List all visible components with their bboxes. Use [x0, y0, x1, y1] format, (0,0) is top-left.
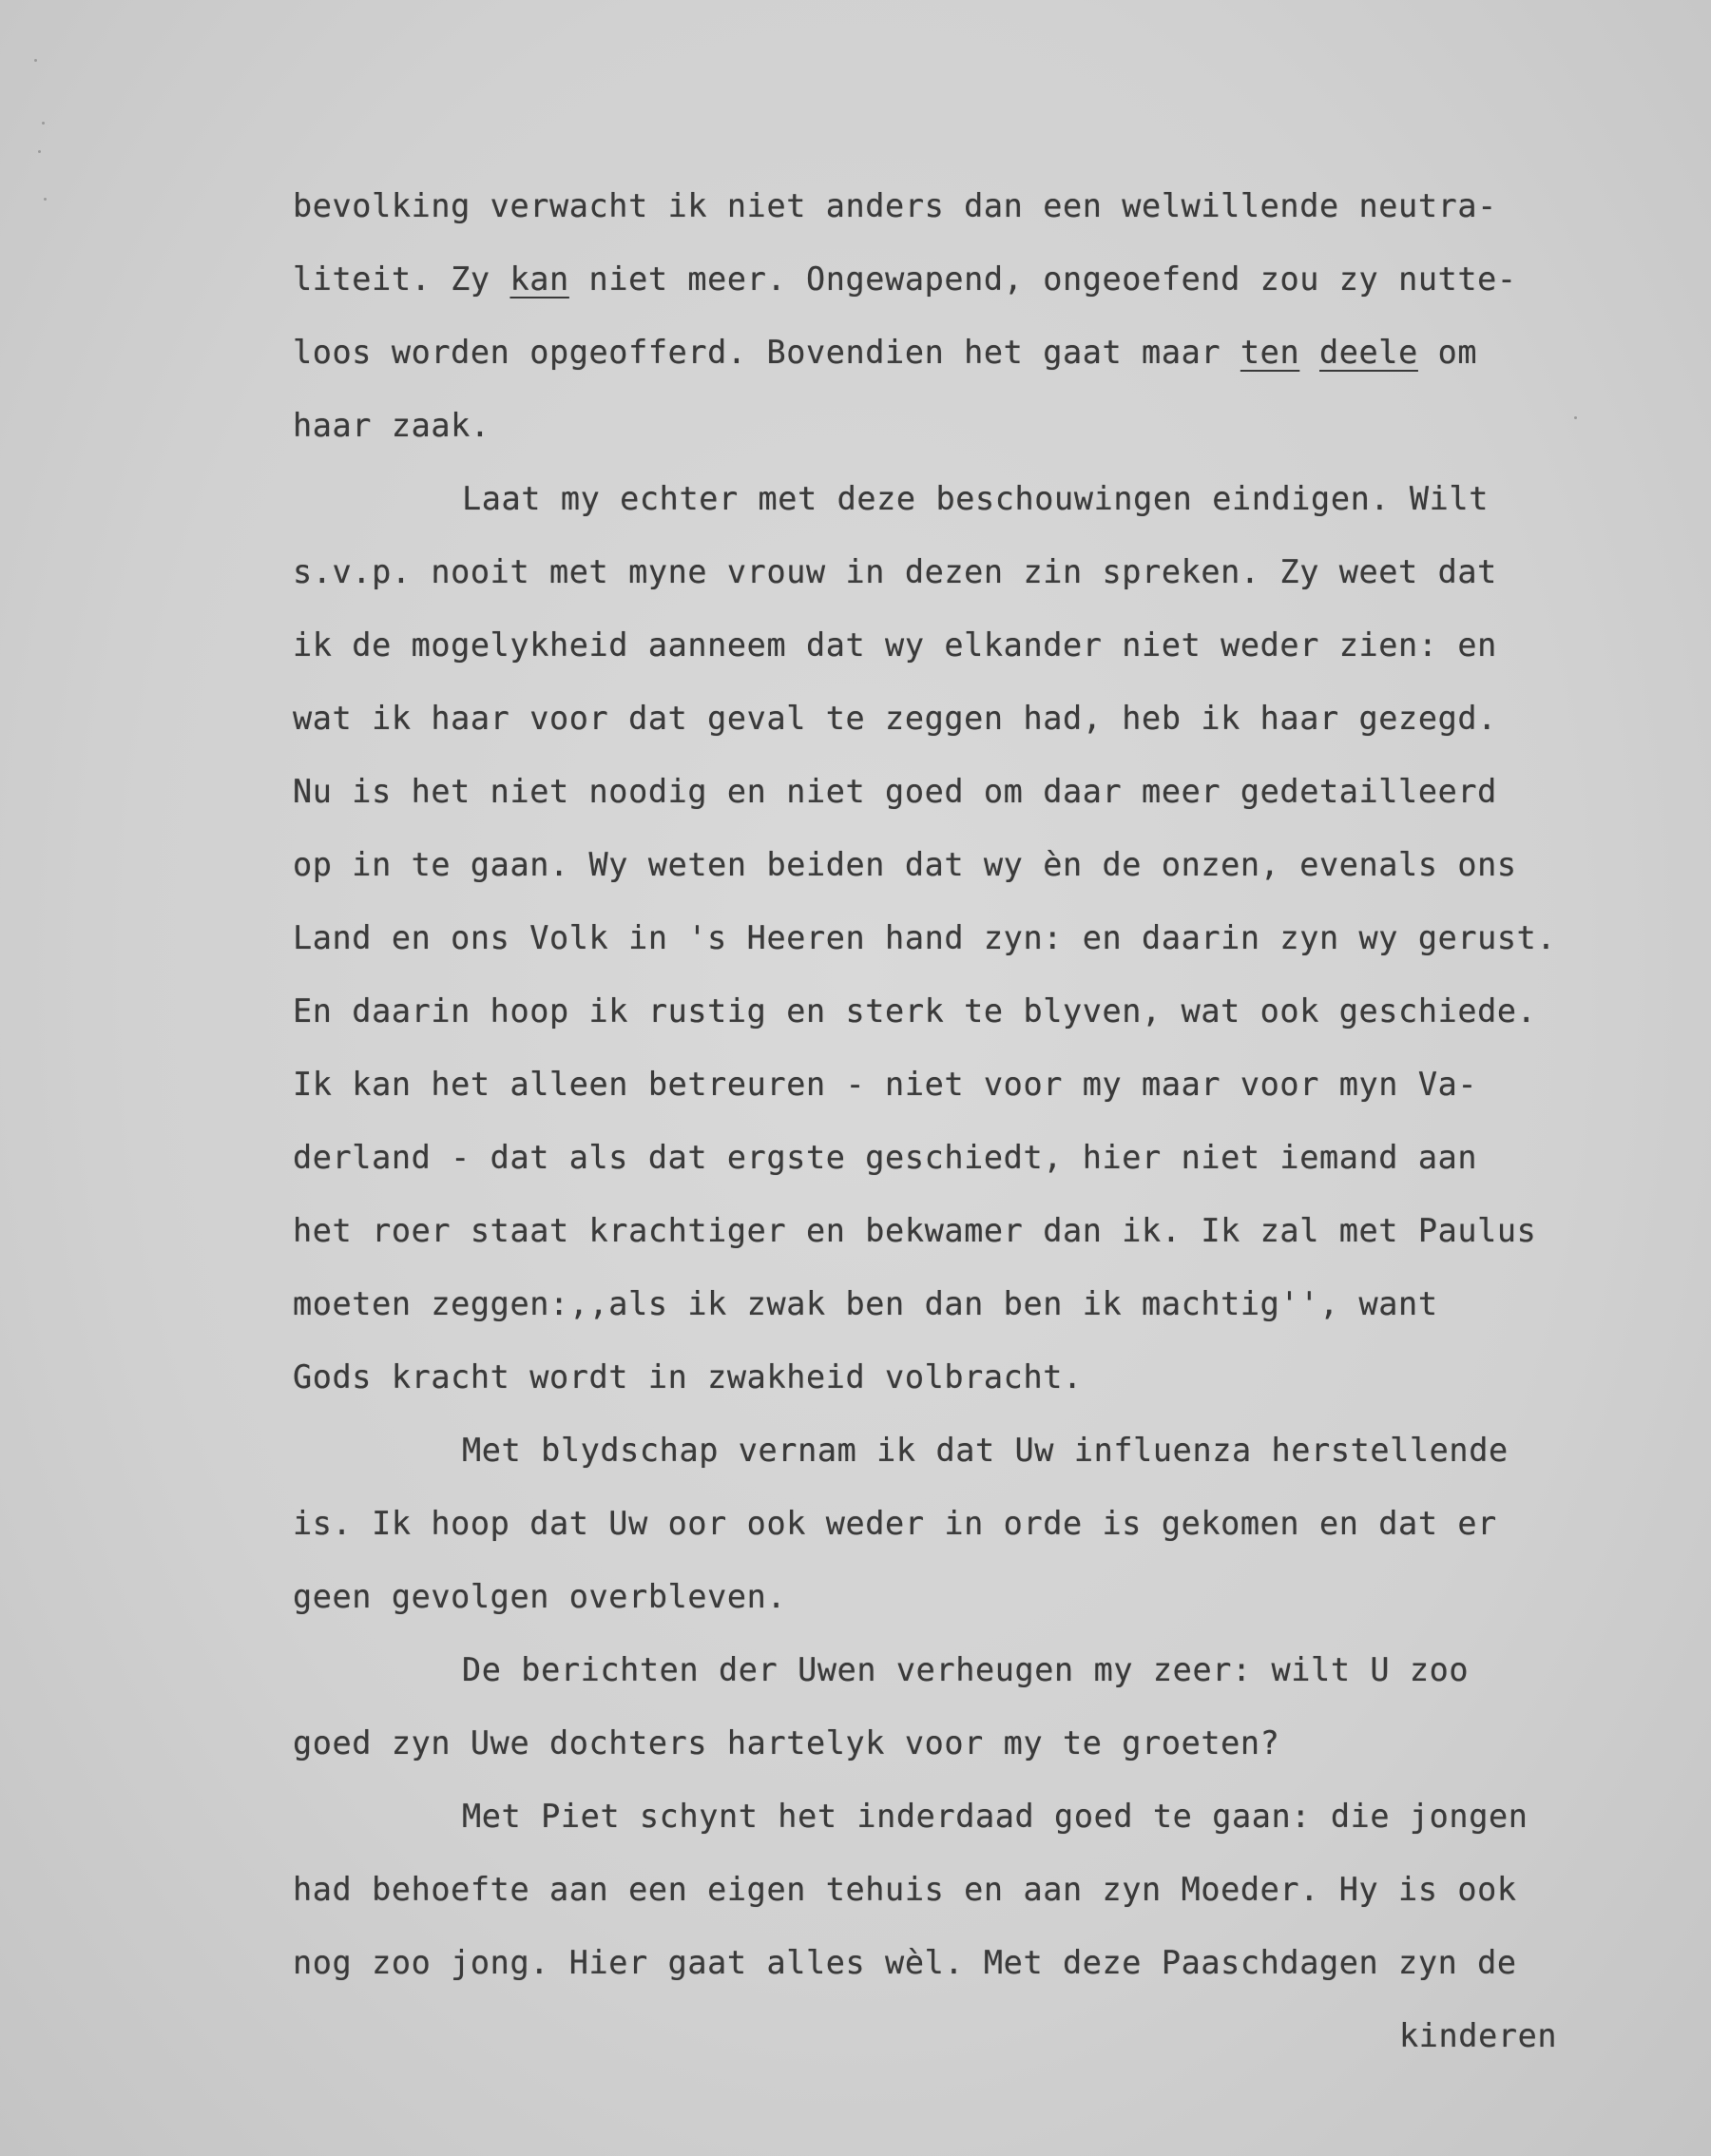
underlined-word: ten — [1240, 334, 1300, 371]
text-line: is. Ik hoop dat Uw oor ook weder in orde is gekomen en dat er — [293, 1505, 1497, 1542]
text-line: moeten zeggen:,,als ik zwak ben dan ben ik machtig'', want — [293, 1285, 1438, 1322]
text-segment: niet meer. Ongewapend, ongeoefend zou zy nutte- — [568, 260, 1517, 298]
margin-speck — [42, 122, 45, 125]
paragraph-start-line: Laat my echter met deze beschouwingen eindigen. Wilt — [462, 480, 1489, 517]
text-line: goed zyn Uwe dochters hartelyk voor my te groeten? — [293, 1724, 1280, 1761]
underlined-word: deele — [1319, 334, 1418, 371]
text-segment: om — [1417, 334, 1478, 371]
text-line: Gods kracht wordt in zwakheid volbracht. — [293, 1358, 1083, 1396]
text-line: haar zaak. — [293, 407, 490, 444]
margin-speck — [38, 150, 41, 153]
underlined-word: kan — [509, 260, 569, 298]
catchword: kinderen — [1399, 2017, 1558, 2054]
text-line: En daarin hoop ik rustig en sterk te blyven, wat ook geschiede. — [293, 992, 1537, 1030]
letter-body — [293, 169, 1681, 1999]
text-line: bevolking verwacht ik niet anders dan een welwillende neutra- — [293, 187, 1497, 224]
paragraph-start-line: Met Piet schynt het inderdaad goed te gaan: die jongen — [462, 1798, 1528, 1835]
text-line: het roer staat krachtiger en bekwamer dan ik. Ik zal met Paulus — [293, 1212, 1537, 1249]
text-line — [293, 316, 1681, 389]
text-segment: liteit. Zy — [293, 260, 510, 298]
text-segment — [1299, 334, 1319, 371]
text-line: Land en ons Volk in 's Heeren hand zyn: en daarin zyn wy gerust. — [293, 919, 1557, 956]
text-line: s.v.p. nooit met myne vrouw in dezen zin spreken. Zy weet dat — [293, 553, 1497, 590]
text-line: op in te gaan. Wy weten beiden dat wy èn de onzen, evenals ons — [293, 846, 1517, 883]
paragraph-start-line: Met blydschap vernam ik dat Uw influenza herstellende — [462, 1432, 1509, 1469]
text-line: derland - dat als dat ergste geschiedt, hier niet iemand aan — [293, 1139, 1478, 1176]
text-line: nog zoo jong. Hier gaat alles wèl. Met deze Paaschdagen zyn de — [293, 1944, 1517, 1981]
text-segment: loos worden opgeofferd. Bovendien het gaat maar — [293, 334, 1240, 371]
text-line: ik de mogelykheid aanneem dat wy elkander niet weder zien: en — [293, 626, 1497, 664]
paragraph-start-line: De berichten der Uwen verheugen my zeer: wilt U zoo — [462, 1651, 1470, 1688]
margin-speck — [34, 59, 37, 62]
text-line: geen gevolgen overbleven. — [293, 1578, 787, 1615]
text-line: Ik kan het alleen betreuren - niet voor my maar voor myn Va- — [293, 1066, 1478, 1103]
text-line: Nu is het niet noodig en niet goed om daar meer gedetailleerd — [293, 773, 1497, 810]
margin-speck — [44, 198, 47, 201]
text-line: wat ik haar voor dat geval te zeggen had, heb ik haar gezegd. — [293, 700, 1497, 737]
text-line: had behoefte aan een eigen tehuis en aan zyn Moeder. Hy is ook — [293, 1871, 1517, 1908]
text-line — [293, 242, 1681, 316]
